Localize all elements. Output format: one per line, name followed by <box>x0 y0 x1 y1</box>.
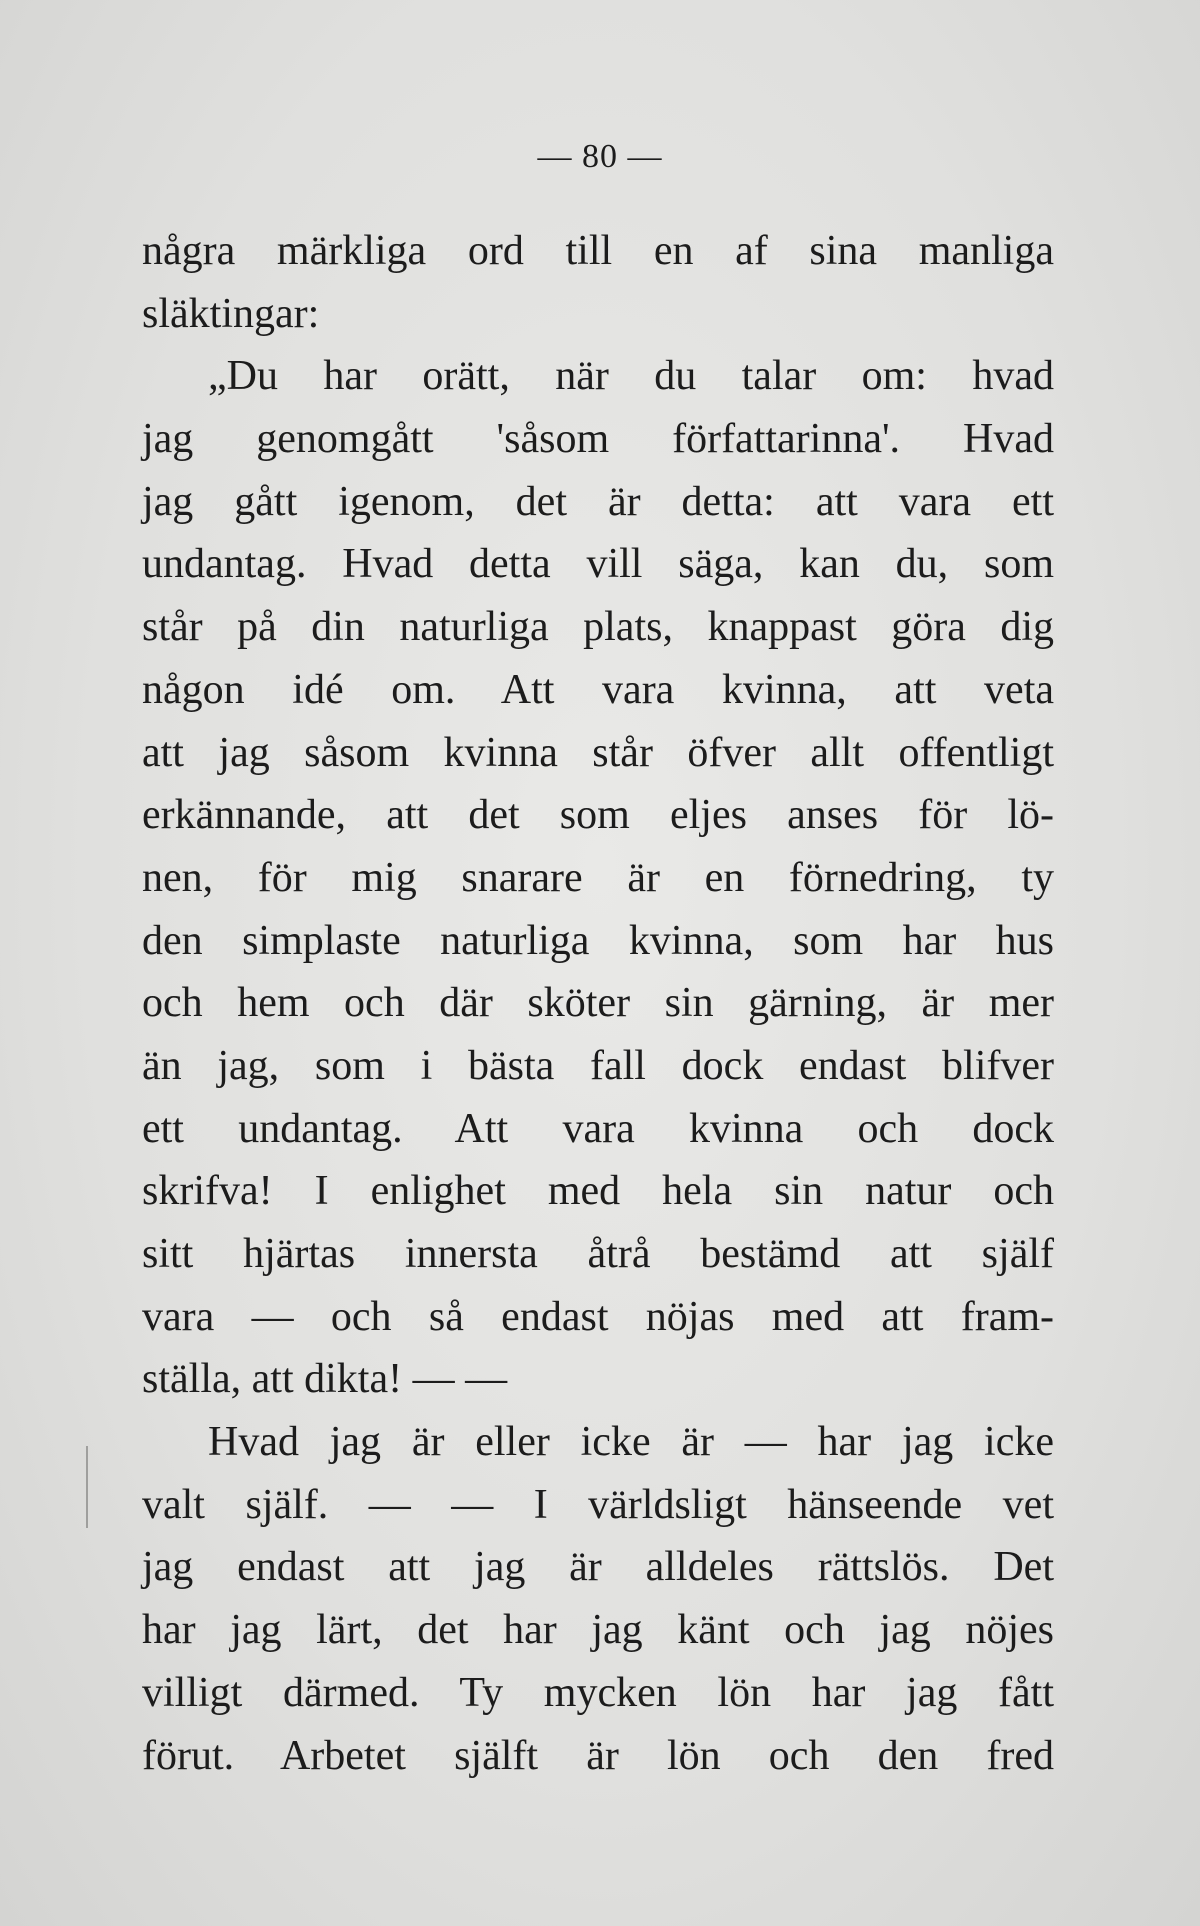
text-line: valt själf. — — I världsligt hänseende vet <box>142 1481 1054 1528</box>
text-line: någon idé om. Att vara kvinna, att veta <box>142 666 1054 713</box>
text-line: villigt därmed. Ty mycken lön har jag fått <box>142 1669 1054 1716</box>
page-number: — 80 — <box>537 138 663 175</box>
text-line: släktingar: <box>142 290 320 337</box>
text-line: ställa, att dikta! — — <box>142 1356 508 1403</box>
text-line: erkännande, att det som eljes anses för lö- <box>142 792 1054 839</box>
text-line: och hem och där sköter sin gärning, är mer <box>142 980 1054 1027</box>
text-line: vara — och så endast nöjas med att fram- <box>142 1293 1054 1340</box>
text-line: nen, för mig snarare är en förnedring, ty <box>142 854 1054 901</box>
text-line: står på din naturliga plats, knappast göra dig <box>142 604 1054 651</box>
margin-pencil-mark <box>86 1446 88 1528</box>
text-line: den simplaste naturliga kvinna, som har hus <box>142 917 1054 964</box>
text-line: har jag lärt, det har jag känt och jag nöjes <box>142 1607 1054 1654</box>
text-line: jag genomgått 'såsom författarinna'. Hvad <box>142 416 1054 463</box>
text-line: jag gått igenom, det är detta: att vara ett <box>142 478 1054 525</box>
text-line: undantag. Hvad detta vill säga, kan du, som <box>142 541 1054 588</box>
text-line: än jag, som i bästa fall dock endast blifver <box>142 1042 1054 1089</box>
text-line: „Du har orätt, när du talar om: hvad <box>208 353 1054 400</box>
body-text <box>142 220 1054 1787</box>
text-line: skrifva! I enlighet med hela sin natur och <box>142 1168 1054 1215</box>
text-line: ett undantag. Att vara kvinna och dock <box>142 1105 1054 1152</box>
text-line: förut. Arbetet själft är lön och den fred <box>142 1732 1054 1779</box>
text-line: några märkliga ord till en af sina manliga <box>142 228 1054 274</box>
text-line: att jag såsom kvinna står öfver allt offentligt <box>142 729 1054 776</box>
text-line: Hvad jag är eller icke är — har jag icke <box>208 1419 1054 1466</box>
text-line: jag endast att jag är alldeles rättslös. Det <box>142 1544 1054 1591</box>
text-line: sitt hjärtas innersta åtrå bestämd att själf <box>142 1231 1054 1277</box>
